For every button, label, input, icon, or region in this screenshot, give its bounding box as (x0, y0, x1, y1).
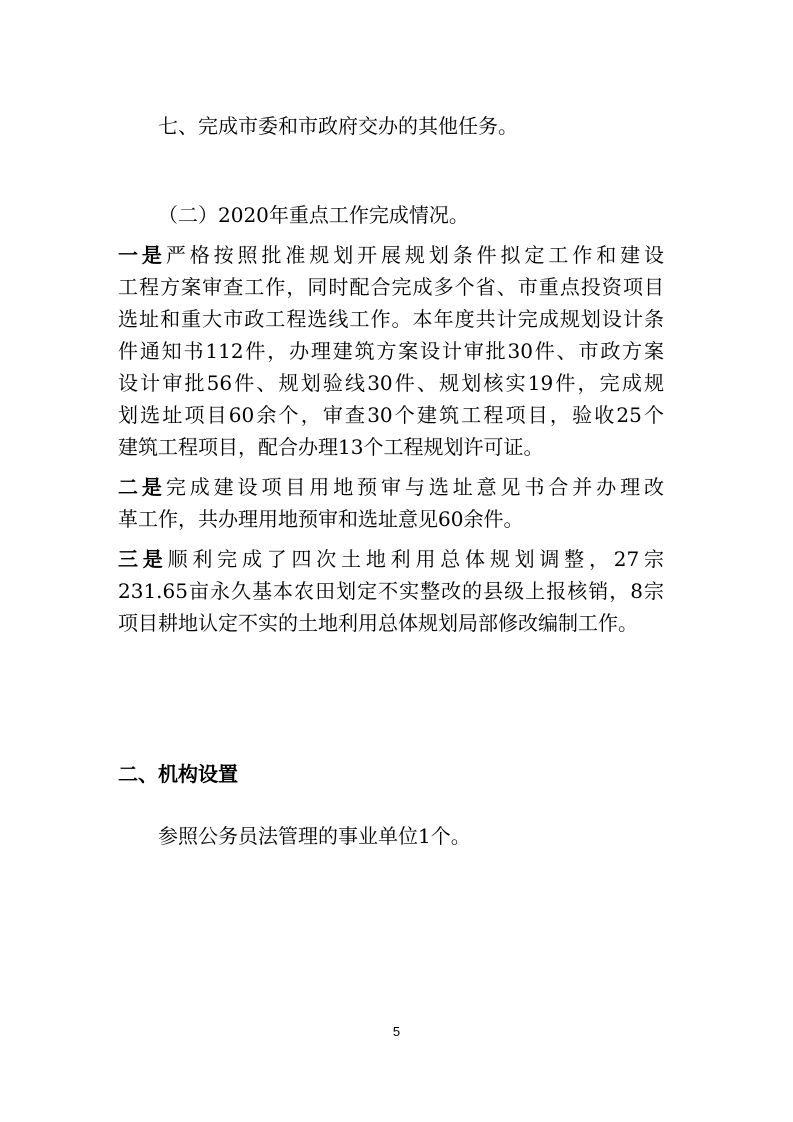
item-seven: 七、完成市委和市政府交办的其他任务。 (158, 114, 518, 138)
point-3-line-1 (118, 545, 664, 573)
point-1-line-4: 件通知书112件，办理建筑方案设计审批30件、市政方案 (118, 339, 664, 363)
point-3-line-3: 项目耕地认定不实的土地利用总体规划局部修改编制工作。 (118, 611, 638, 635)
point-1-line-2: 工程方案审查工作，同时配合完成多个省、市重点投资项目 (118, 275, 664, 299)
point-2-lead: 二是 (118, 475, 166, 499)
point-3-text: 顺利完成了四次土地利用总体规划调整，27宗 (167, 547, 664, 571)
point-2-line-2: 革工作，共办理用地预审和选址意见60余件。 (118, 507, 524, 531)
point-2-text: 完成建设项目用地预审与选址意见书合并办理改 (165, 475, 665, 499)
point-1-line-7: 建筑工程项目，配合办理13个工程规划许可证。 (118, 435, 544, 459)
section-two-body: 参照公务员法管理的事业单位1个。 (158, 824, 471, 848)
section-two-title: 二、机构设置 (118, 762, 238, 786)
point-1-line-3: 选址和重大市政工程选线工作。本年度共计完成规划设计条 (118, 307, 664, 331)
subsection-title: （二）2020年重点工作完成情况。 (158, 203, 469, 227)
point-1-line-1 (118, 241, 664, 269)
page-number: 5 (392, 1024, 401, 1039)
point-3-line-2: 231.65亩永久基本农田划定不实整改的县级上报核销，8宗 (118, 579, 664, 603)
point-1-text: 严格按照批准规划开展规划条件拟定工作和建设 (165, 243, 665, 267)
point-1-line-6: 划选址项目60余个，审查30个建筑工程项目，验收25个 (118, 403, 664, 427)
point-3-lead: 三是 (118, 547, 168, 571)
point-2-line-1 (118, 473, 664, 501)
point-1-line-5: 设计审批56件、规划验线30件、规划核实19件，完成规 (118, 371, 664, 395)
point-1-lead: 一是 (118, 243, 166, 267)
